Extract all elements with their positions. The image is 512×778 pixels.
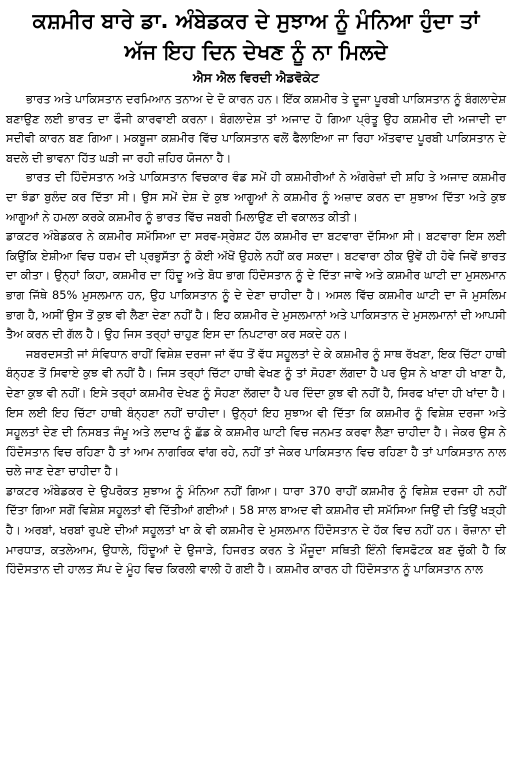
article-paragraph-1: ਭਾਰਤ ਅਤੇ ਪਾਕਿਸਤਾਨ ਦਰਮਿਆਨ ਤਨਾਅ ਦੇ ਦੋ ਕਾਰਨ ਹਨ। ਇੱਕ ਕਸ਼ਮੀਰ ਤੇ ਦੂਜਾ ਪੂਰਬੀ ਪਾਕਿਸਤਾਨ ਨੂੰ ਬੰਗਲਾਦੇਸ਼ ਬਣਾਉਣ ਲਈ ਭਾਰਤ ਦਾ ਫੌਜੀ ਕਾਰਵਾਈ ਕਰਨਾ। ਬੰਗਲਾਦੇਸ਼ ਤਾਂ ਅਜਾਦ ਹੋ ਗਿਆ ਪ੍ਰੰਤੂ ਉਹ ਕਸ਼ਮੀਰ ਦੀ ਅਜਾਦੀ ਦਾ ਸਦੀਵੀ ਕਾਰਨ ਬਣ ਗਿਆ। ਮਕਬੂਜਾ ਕਸ਼ਮੀਰ ਵਿੱਚ ਪਾਕਿਸਤਾਨ ਵਲੋਂ ਫੈਲਾਇਆ ਜਾ ਰਿਹਾ ਅੱਤਵਾਦ ਪੂਰਬੀ ਪਾਕਿਸਤਾਨ ਦੇ ਬਦਲੇ ਦੀ ਭਾਵਨਾ ਹਿੱਤ ਘੜੀ ਜਾ ਰਹੀ ਜ਼ਹਿਰ ਯੋਜਨਾ ਹੈ। (6, 92, 506, 165)
article-paragraph-4: ਜਬਰਦਸਤੀ ਜਾਂ ਸੰਵਿਧਾਨ ਰਾਹੀਂ ਵਿਸ਼ੇਸ਼ ਦਰਜਾ ਜਾਂ ਵੱਧ ਤੋਂ ਵੱਧ ਸਹੂਲਤਾਂ ਦੇ ਕੇ ਕਸ਼ਮੀਰ ਨੂੰ ਸਾਥ ਰੱਖਣਾ, ਇਕ ਚਿੱਟਾ ਹਾਥੀ ਬੰਨ੍ਹਣ ਤੋਂ ਸਿਵਾਏ ਕੁਝ ਵੀ ਨਹੀਂ ਹੈ। ਜਿਸ ਤਰ੍ਹਾਂ ਚਿੱਟਾ ਹਾਥੀ ਵੇਖਣ ਨੂੰ ਤਾਂ ਸੋਹਣਾ ਲੱਗਦਾ ਹੈ ਪਰ ਉਸ ਨੇ ਖਾਣਾ ਹੀ ਖਾਣਾ ਹੈ, ਦੇਣਾ ਕੁਝ ਵੀ ਨਹੀਂ। ਇਸੇ ਤਰ੍ਹਾਂ ਕਸ਼ਮੀਰ ਦੇਖਣ ਨੂੰ ਸੋਹਣਾ ਲੱਗਦਾ ਹੈ ਪਰ ਦਿੰਦਾ ਕੁਝ ਵੀ ਨਹੀਂ ਹੈ, ਸਿਰਫ ਖਾਂਦਾ ਹੀ ਖਾਂਦਾ ਹੈ। ਇਸ ਲਈ ਇਹ ਚਿੱਟਾ ਹਾਥੀ ਬੰਨ੍ਹਣਾ ਨਹੀਂ ਚਾਹੀਦਾ। ਉਨ੍ਹਾਂ ਇਹ ਸੁਝਾਅ ਵੀ ਦਿੱਤਾ ਕਿ ਕਸ਼ਮੀਰ ਨੂੰ ਵਿਸ਼ੇਸ਼ ਦਰਜਾ ਅਤੇ ਸਹੂਲਤਾਂ ਦੇਣ ਦੀ ਨਿਸਬਤ ਜੰਮੂ ਅਤੇ ਲਦਾਖ ਨੂੰ ਛੱਡ ਕੇ ਕਸ਼ਮੀਰ ਘਾਟੀ ਵਿਚ ਜਨਮਤ ਕਰਵਾ ਲੈਣਾ ਚਾਹੀਦਾ ਹੈ। ਜੇਕਰ ਉਸ ਨੇ ਹਿੰਦੋਸਤਾਨ ਵਿਚ ਰਹਿਣਾ ਹੈ ਤਾਂ ਆਮ ਨਾਗਰਿਕ ਵਾਂਗ ਰਹੇ, ਨਹੀਂ ਤਾਂ ਜੇਕਰ ਪਾਕਿਸਤਾਨ ਵਿਚ ਰਹਿਣਾ ਹੈ ਤਾਂ ਪਾਕਿਸਤਾਨ ਨਾਲ ਚਲੇ ਜਾਣ ਦੇਣਾ ਚਾਹੀਦਾ ਹੈ। (6, 346, 506, 479)
article-paragraph-5: ਡਾਕਟਰ ਅੰਬੇਡਕਰ ਦੇ ਉਪਰੋਕਤ ਸੁਝਾਅ ਨੂੰ ਮੰਨਿਆ ਨਹੀਂ ਗਿਆ। ਧਾਰਾ 370 ਰਾਹੀਂ ਕਸ਼ਮੀਰ ਨੂੰ ਵਿਸ਼ੇਸ਼ ਦਰਜਾ ਹੀ ਨਹੀਂ ਦਿੱਤਾ ਗਿਆ ਸਗੋਂ ਵਿਸ਼ੇਸ਼ ਸਹੂਲਤਾਂ ਵੀ ਦਿੱਤੀਆਂ ਗਈਆਂ। 58 ਸਾਲ ਬਾਅਦ ਵੀ ਕਸ਼ਮੀਰ ਦੀ ਸਮੱਸਿਆ ਜਿਉਂ ਦੀ ਤਿਉਂ ਖੜ੍ਹੀ ਹੈ। ਅਰਬਾਂ, ਖਰਬਾਂ ਰੁਪਏ ਦੀਆਂ ਸਹੂਲਤਾਂ ਖਾ ਕੇ ਵੀ ਕਸ਼ਮੀਰ ਦੇ ਮੁਸਲਮਾਨ ਹਿੰਦੋਸਤਾਨ ਦੇ ਹੱਕ ਵਿਚ ਨਹੀਂ ਹਨ। ਰੋਜ਼ਾਨਾ ਦੀ ਮਾਰਧਾੜ, ਕਤਲੇਆਮ, ਉਧਾਲੇ, ਹਿੰਦੂਆਂ ਦੇ ਉਜਾੜੇ, ਹਿਜਰਤ ਕਰਨ ਤੇ ਮੌਜੂਦਾ ਸਥਿਤੀ ਇੰਨੀ ਵਿਸਫੋਟਕ ਬਣ ਚੁੱਕੀ ਹੈ ਕਿ ਹਿੰਦੋਸਤਾਨ ਦੀ ਹਾਲਤ ਸੱਪ ਦੇ ਮੂੰਹ ਵਿਚ ਕਿਰਲੀ ਵਾਲੀ ਹੋ ਗਈ ਹੈ। ਕਸ਼ਮੀਰ ਕਾਰਨ ਹੀ ਹਿੰਦੋਸਤਾਨ ਨੂੰ ਪਾਕਿਸਤਾਨ ਨਾਲ (6, 483, 506, 577)
article-byline: ਐਸ ਐਲ ਵਿਰਦੀ ਐਡਵੋਕੇਟ (192, 70, 320, 85)
article-title-line-1: ਕਸ਼ਮੀਰ ਬਾਰੇ ਡਾ. ਅੰਬੇਡਕਰ ਦੇ ਸੁਝਾਅ ਨੂੰ ਮੰਨਿਆ ਹੁੰਦਾ ਤਾਂ (32, 9, 480, 33)
article-title-line-2: ਅੱਜ ਇਹ ਦਿਨ ਦੇਖਣ ਨੂੰ ਨਾ ਮਿਲਦੇ (124, 40, 388, 64)
article-paragraph-3: ਡਾਕਟਰ ਅੰਬੇਡਕਰ ਨੇ ਕਸ਼ਮੀਰ ਸਮੱਸਿਆ ਦਾ ਸਰਵ-ਸ੍ਰੇਸ਼ਟ ਹੱਲ ਕਸ਼ਮੀਰ ਦਾ ਬਟਵਾਰਾ ਦੱਸਿਆ ਸੀ। ਬਟਵਾਰਾ ਇਸ ਲਈ ਕਿਉਂਕਿ ਏਸ਼ੀਆ ਵਿਚ ਧਰਮ ਦੀ ਪ੍ਰਭੁਸੱਤਾ ਨੂੰ ਕੋਈ ਅੱਖੋਂ ਉਹਲੇ ਨਹੀਂ ਕਰ ਸਕਦਾ। ਬਟਵਾਰਾ ਠੀਕ ਉਵੇਂ ਹੀ ਹੋਵੇ ਜਿਵੇਂ ਭਾਰਤ ਦਾ ਕੀਤਾ। ਉਨ੍ਹਾਂ ਕਿਹਾ, ਕਸ਼ਮੀਰ ਦਾ ਹਿੰਦੂ ਅਤੇ ਬੋਧ ਭਾਗ ਹਿੰਦੋਸਤਾਨ ਨੂੰ ਦੇ ਦਿੱਤਾ ਜਾਵੇ ਅਤੇ ਕਸ਼ਮੀਰ ਘਾਟੀ ਦਾ ਮੁਸਲਮਾਨ ਭਾਗ ਜਿੱਥੇ 85% ਮੁਸਲਮਾਨ ਹਨ, ਉਹ ਪਾਕਿਸਤਾਨ ਨੂੰ ਦੇ ਦੇਣਾ ਚਾਹੀਦਾ ਹੈ। ਅਸਲ ਵਿੱਚ ਕਸ਼ਮੀਰ ਘਾਟੀ ਦਾ ਜੋ ਮੁਸਲਿਮ ਭਾਗ ਹੈ, ਅਸੀਂ ਉਸ ਤੋਂ ਕੁਝ ਵੀ ਲੈਣਾ ਦੇਣਾ ਨਹੀਂ ਹੈ। ਇਹ ਕਸ਼ਮੀਰ ਦੇ ਮੁਸਲਮਾਨਾਂ ਅਤੇ ਪਾਕਿਸਤਾਨ ਦੇ ਮੁਸਲਮਾਨਾਂ ਦੀ ਆਪਸੀ ਤੈਅ ਕਰਨ ਦੀ ਗੱਲ ਹੈ। ਉਹ ਜਿਸ ਤਰ੍ਹਾਂ ਚਾਹੁਣ ਇਸ ਦਾ ਨਿਪਟਾਰਾ ਕਰ ਸਕਦੇ ਹਨ। (6, 229, 506, 342)
article-paragraph-2: ਭਾਰਤ ਦੀ ਹਿੰਦੋਸਤਾਨ ਅਤੇ ਪਾਕਿਸਤਾਨ ਵਿਚਕਾਰ ਵੰਡ ਸਮੇਂ ਹੀ ਕਸ਼ਮੀਰੀਆਂ ਨੇ ਅੰਗਰੇਜ਼ਾਂ ਦੀ ਸ਼ਹਿ ਤੇ ਅਜਾਦ ਕਸ਼ਮੀਰ ਦਾ ਝੰਡਾ ਬੁਲੰਦ ਕਰ ਦਿੱਤਾ ਸੀ। ਉਸ ਸਮੇਂ ਦੇਸ਼ ਦੇ ਕੁਝ ਆਗੂਆਂ ਨੇ ਕਸ਼ਮੀਰ ਨੂੰ ਅਜ਼ਾਦ ਕਰਨ ਦਾ ਸੁਝਾਅ ਦਿੱਤਾ ਅਤੇ ਕੁਝ ਆਗੂਆਂ ਨੇ ਹਮਲਾ ਕਰਕੇ ਕਸ਼ਮੀਰ ਨੂੰ ਭਾਰਤ ਵਿੱਚ ਜਬਰੀ ਮਿਲਾਉਣ ਦੀ ਵਕਾਲਤ ਕੀਤੀ। (6, 170, 506, 224)
